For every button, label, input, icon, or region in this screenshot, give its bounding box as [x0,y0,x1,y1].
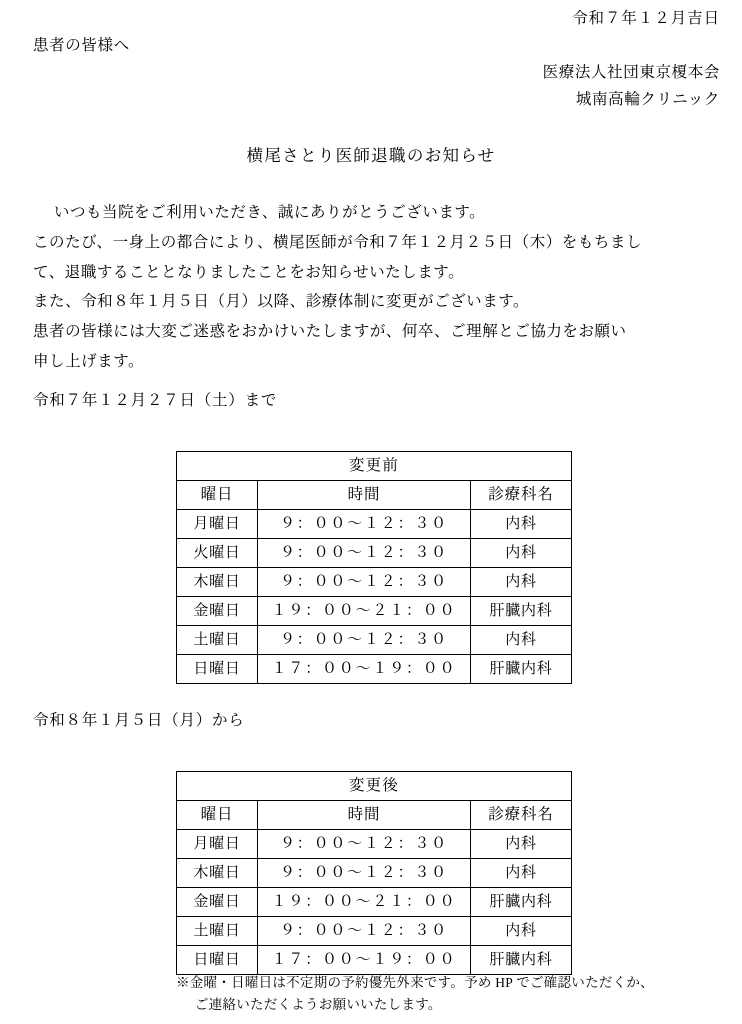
schedule-table-before [176,451,571,684]
cell-department: 肝臓内科 [471,888,572,917]
cell-day: 土曜日 [177,917,258,946]
table-row [177,510,572,539]
table-caption: 変更後 [177,772,572,801]
table-row [177,626,572,655]
addressee-line: 患者の皆様へ [33,37,130,54]
cell-day: 月曜日 [177,510,258,539]
column-header-time: 時間 [258,481,471,510]
table-row [177,946,572,975]
cell-department: 内科 [471,626,572,655]
cell-day: 火曜日 [177,539,258,568]
cell-day: 木曜日 [177,859,258,888]
page-title: 横尾さとり医師退職のお知らせ [246,146,496,165]
footnote [176,972,736,1017]
schedule-table-after [176,771,571,975]
cell-time: １７：００～１９：００ [258,655,471,684]
column-header-day: 曜日 [177,801,258,830]
body-line: 申し上げます。 [33,352,145,370]
issuer-organization: 医療法人社団東京榎本会 [542,64,720,81]
cell-day: 月曜日 [177,830,258,859]
cell-time: ９：００～１２：３０ [258,626,471,655]
cell-time: ９：００～１２：３０ [258,568,471,597]
column-header-department: 診療科名 [471,481,572,510]
cell-department: 内科 [471,510,572,539]
body-line: また、令和８年１月５日（月）以降、診療体制に変更がございます。 [33,293,530,311]
table-header-row [177,481,572,510]
table-row [177,597,572,626]
cell-department: 内科 [471,830,572,859]
schedule-period-label-before: 令和７年１２月２７日（土）まで [33,392,278,409]
cell-time: １７：００～１９：００ [258,946,471,975]
table-row [177,539,572,568]
cell-day: 金曜日 [177,888,258,917]
cell-time: ９：００～１２：３０ [258,830,471,859]
table-row [177,655,572,684]
footnote-line: ご連絡いただくようお願いいたします。 [194,997,442,1013]
cell-day: 日曜日 [177,946,258,975]
cell-department: 内科 [471,568,572,597]
body-line: いつも当院をご利用いただき、誠にありがとうございます。 [53,204,486,221]
body-line: このたび、一身上の都合により、横尾医師が令和７年１２月２５日（木）をもちまし [33,233,642,251]
table-caption-row [177,772,572,801]
cell-department: 肝臓内科 [471,655,572,684]
footnote-line: ※金曜・日曜日は不定期の予約優先外来です。予め HP でご確認いただくか、 [176,975,654,990]
cell-department: 内科 [471,859,572,888]
table-header-row [177,801,572,830]
cell-day: 金曜日 [177,597,258,626]
cell-department: 内科 [471,917,572,946]
column-header-day: 曜日 [177,481,258,510]
cell-day: 土曜日 [177,626,258,655]
issue-date: 令和７年１２月吉日 [572,10,720,27]
column-header-department: 診療科名 [471,801,572,830]
issuer-block [543,60,720,113]
cell-time: ９：００～１２：３０ [258,539,471,568]
cell-day: 木曜日 [177,568,258,597]
cell-time: １９：００～２１：００ [258,888,471,917]
cell-day: 日曜日 [177,655,258,684]
body-text [33,198,719,377]
table-caption: 変更前 [177,452,572,481]
table-row [177,917,572,946]
schedule-period-label-after: 令和８年１月５日（月）から [33,712,245,729]
body-line: 患者の皆様には大変ご迷惑をおかけいたしますが、何卒、ご理解とご協力をお願い [33,323,627,340]
table-row [177,859,572,888]
issuer-clinic-name: 城南高輪クリニック [575,90,720,108]
cell-time: ９：００～１２：３０ [258,859,471,888]
table-row [177,830,572,859]
table-row [177,888,572,917]
cell-department: 内科 [471,539,572,568]
cell-department: 肝臓内科 [471,597,572,626]
body-line: て、退職することとなりましたことをお知らせいたします。 [33,263,465,281]
cell-time: ９：００～１２：３０ [258,510,471,539]
cell-department: 肝臓内科 [471,946,572,975]
table-row [177,568,572,597]
cell-time: ９：００～１２：３０ [258,917,471,946]
table-caption-row [177,452,572,481]
column-header-time: 時間 [258,801,471,830]
cell-time: １９：００～２１：００ [258,597,471,626]
